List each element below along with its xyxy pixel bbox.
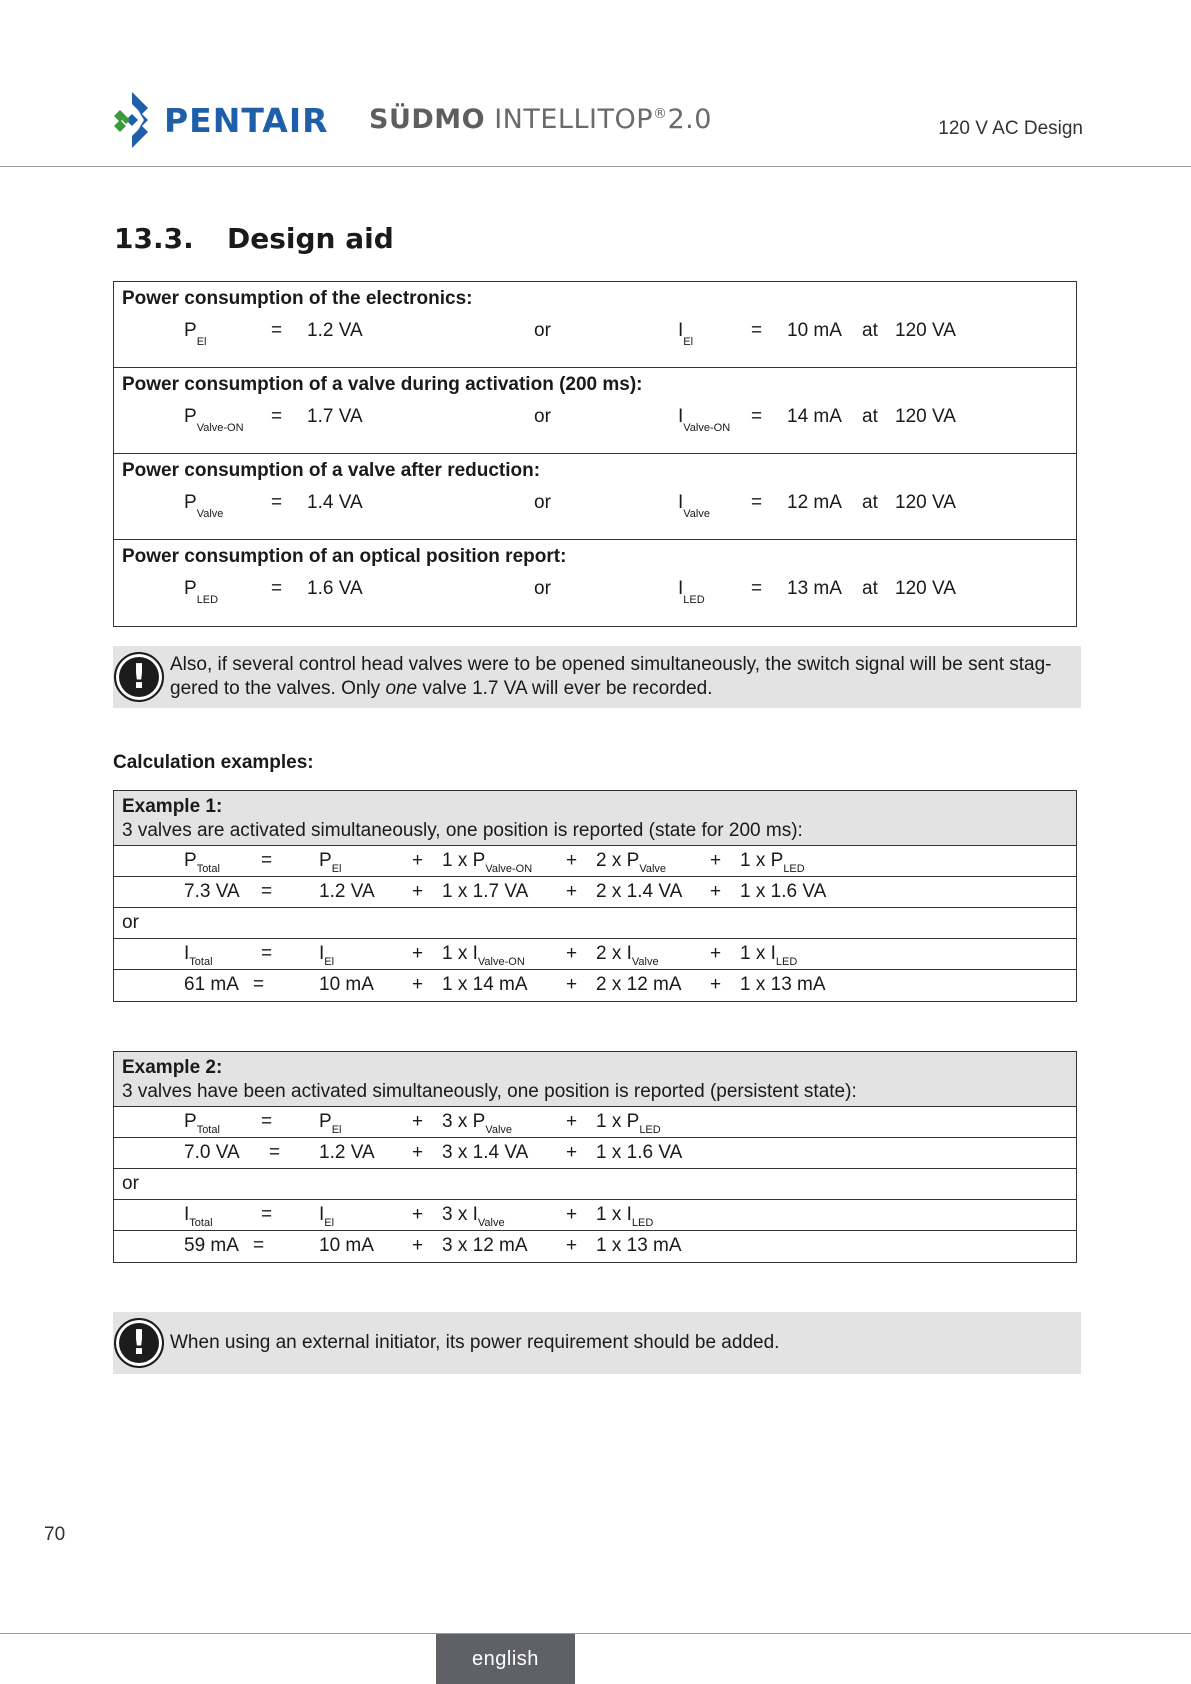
product-name (369, 104, 712, 135)
power-row-position-report (114, 540, 1076, 626)
total-symbol: $I_{Total}$ (184, 1204, 213, 1229)
power-row-electronics (114, 282, 1076, 368)
note-box-initiator (113, 1312, 1081, 1374)
equals-sign: = (261, 1204, 273, 1225)
warning-exclamation-icon: ! (114, 652, 164, 702)
power-row-valve-activation (114, 368, 1076, 454)
or-label: or (122, 1173, 139, 1194)
language-tab: english (436, 1634, 575, 1684)
term-a: $I_{El}$ (319, 1204, 335, 1229)
example-description: 3 valves have been activated simultaneously, one position is reported (persistent state): (122, 1081, 857, 1102)
term-a: $I_{El}$ (319, 943, 335, 968)
voltage-value: 120 VA (895, 578, 956, 599)
plus-sign: + (412, 1204, 424, 1225)
current-symbol: $I_{Valve}$ (678, 492, 710, 520)
equals-sign: = (751, 320, 763, 341)
equals-sign: = (253, 1235, 265, 1256)
plus-sign: + (566, 850, 578, 871)
power-value: 1.2 VA (307, 320, 363, 341)
value-a: 1.2 VA (319, 881, 375, 902)
value-a: 1.2 VA (319, 1142, 375, 1163)
plus-sign: + (710, 943, 722, 964)
total-value: 7.3 VA (184, 881, 240, 902)
power-value: 1.4 VA (307, 492, 363, 513)
power-formula-row (114, 846, 1076, 877)
term-a: $P_{El}$ (319, 850, 342, 875)
plus-sign: + (412, 1111, 424, 1132)
equals-sign: = (261, 1111, 273, 1132)
value-c: 1 x 1.6 VA (596, 1142, 683, 1163)
footer-divider (0, 1633, 1191, 1634)
term-b: 1 x $P_{Valve-ON}$ (442, 850, 533, 875)
power-value: 1.6 VA (307, 578, 363, 599)
plus-sign: + (412, 943, 424, 964)
current-formula-row (114, 939, 1076, 970)
pentair-logo-icon (112, 92, 158, 148)
current-values-row (114, 970, 1076, 1001)
plus-sign: + (566, 1142, 578, 1163)
voltage-value: 120 VA (895, 406, 956, 427)
pentair-logo (112, 92, 329, 148)
product-brand: SÜDMO (369, 104, 486, 135)
term-b: 3 x $I_{Valve}$ (442, 1204, 505, 1229)
plus-sign: + (566, 881, 578, 902)
current-formula-row (114, 1200, 1076, 1231)
value-a: 10 mA (319, 1235, 374, 1256)
value-b: 3 x 1.4 VA (442, 1142, 529, 1163)
or-label: or (534, 492, 551, 513)
current-symbol: $I_{Valve-ON}$ (678, 406, 731, 434)
warning-exclamation-icon: ! (114, 1318, 164, 1368)
equals-sign: = (751, 492, 763, 513)
calculation-examples-heading: Calculation examples: (113, 752, 314, 773)
power-row-heading: Power consumption of an optical position report: (122, 546, 567, 567)
total-value: 59 mA (184, 1235, 239, 1256)
term-c: 1 x $I_{LED}$ (596, 1204, 654, 1229)
equals-sign: = (271, 492, 283, 513)
plus-sign: + (710, 850, 722, 871)
section-title (114, 222, 394, 255)
product-version: 2.0 (667, 104, 712, 135)
term-b: 1 x $I_{Valve-ON}$ (442, 943, 525, 968)
equals-sign: = (261, 881, 273, 902)
brand-name: PENTAIR (164, 100, 329, 140)
term-d: 1 x $I_{LED}$ (740, 943, 798, 968)
equals-sign: = (751, 578, 763, 599)
power-symbol: $P_{Valve}$ (184, 492, 224, 520)
total-symbol: $P_{Total}$ (184, 850, 220, 875)
term-a: $P_{El}$ (319, 1111, 342, 1136)
example-description: 3 valves are activated simultaneously, one position is reported (state for 200 ms): (122, 820, 803, 841)
value-d: 1 x 1.6 VA (740, 881, 827, 902)
or-label: or (534, 578, 551, 599)
header-divider (0, 166, 1191, 167)
total-symbol: $I_{Total}$ (184, 943, 213, 968)
or-label: or (534, 320, 551, 341)
plus-sign: + (566, 1235, 578, 1256)
power-symbol: $P_{Valve-ON}$ (184, 406, 244, 434)
or-row (114, 908, 1076, 939)
at-label: at (862, 406, 878, 427)
term-c: 1 x $P_{LED}$ (596, 1111, 661, 1136)
note-text: Also, if several control head valves were to be opened simultaneously, the switch signal will be sent stag-gered to the valves. Only one valve 1.7 VA will ever be recorded. (170, 654, 1052, 699)
current-symbol: $I_{LED}$ (678, 578, 705, 606)
design-label: 120 V AC Design (938, 118, 1083, 139)
or-label: or (122, 912, 139, 933)
current-value: 14 mA (787, 406, 842, 427)
equals-sign: = (269, 1142, 281, 1163)
section-number: 13.3. (114, 222, 194, 255)
value-a: 10 mA (319, 974, 374, 995)
current-value: 13 mA (787, 578, 842, 599)
equals-sign: = (271, 578, 283, 599)
section-name: Design aid (227, 222, 394, 255)
power-row-valve-reduction (114, 454, 1076, 540)
example-header (114, 791, 1076, 846)
power-row-heading: Power consumption of the electronics: (122, 288, 473, 309)
product-title: INTELLITOP (485, 104, 653, 135)
power-values-row (114, 1138, 1076, 1169)
registered-mark: ® (652, 106, 668, 122)
power-values-row (114, 877, 1076, 908)
power-row-heading: Power consumption of a valve after reduction: (122, 460, 541, 481)
power-value: 1.7 VA (307, 406, 363, 427)
equals-sign: = (261, 850, 273, 871)
plus-sign: + (412, 974, 424, 995)
example-2-table (113, 1051, 1077, 1263)
or-row (114, 1169, 1076, 1200)
equals-sign: = (261, 943, 273, 964)
term-d: 1 x $P_{LED}$ (740, 850, 805, 875)
plus-sign: + (412, 1235, 424, 1256)
plus-sign: + (412, 1142, 424, 1163)
current-values-row (114, 1231, 1076, 1262)
value-d: 1 x 13 mA (740, 974, 826, 995)
plus-sign: + (566, 1204, 578, 1225)
equals-sign: = (271, 406, 283, 427)
current-value: 10 mA (787, 320, 842, 341)
at-label: at (862, 578, 878, 599)
at-label: at (862, 492, 878, 513)
equals-sign: = (253, 974, 265, 995)
plus-sign: + (710, 974, 722, 995)
value-c: 2 x 1.4 VA (596, 881, 683, 902)
page-number: 70 (44, 1524, 66, 1545)
power-formula-row (114, 1107, 1076, 1138)
equals-sign: = (751, 406, 763, 427)
or-label: or (534, 406, 551, 427)
term-c: 2 x $I_{Valve}$ (596, 943, 659, 968)
at-label: at (862, 320, 878, 341)
value-c: 1 x 13 mA (596, 1235, 682, 1256)
voltage-value: 120 VA (895, 320, 956, 341)
term-c: 2 x $P_{Valve}$ (596, 850, 667, 875)
example-title: Example 1: (122, 796, 223, 817)
plus-sign: + (412, 881, 424, 902)
plus-sign: + (566, 1111, 578, 1132)
power-symbol: $P_{El}$ (184, 320, 207, 348)
value-b: 3 x 12 mA (442, 1235, 528, 1256)
plus-sign: + (566, 974, 578, 995)
power-row-heading: Power consumption of a valve during activation (200 ms): (122, 374, 643, 395)
equals-sign: = (271, 320, 283, 341)
example-title: Example 2: (122, 1057, 223, 1078)
current-value: 12 mA (787, 492, 842, 513)
power-symbol: $P_{LED}$ (184, 578, 219, 606)
current-symbol: $I_{El}$ (678, 320, 694, 348)
example-header (114, 1052, 1076, 1107)
power-consumption-table (113, 281, 1077, 627)
example-1-table (113, 790, 1077, 1002)
term-b: 3 x $P_{Valve}$ (442, 1111, 513, 1136)
value-c: 2 x 12 mA (596, 974, 682, 995)
note-box-staggered (113, 646, 1081, 708)
note-text: When using an external initiator, its power requirement should be added. (170, 1332, 780, 1353)
voltage-value: 120 VA (895, 492, 956, 513)
value-b: 1 x 14 mA (442, 974, 528, 995)
plus-sign: + (710, 881, 722, 902)
total-value: 7.0 VA (184, 1142, 240, 1163)
plus-sign: + (566, 943, 578, 964)
plus-sign: + (412, 850, 424, 871)
value-b: 1 x 1.7 VA (442, 881, 529, 902)
total-value: 61 mA (184, 974, 239, 995)
total-symbol: $P_{Total}$ (184, 1111, 220, 1136)
